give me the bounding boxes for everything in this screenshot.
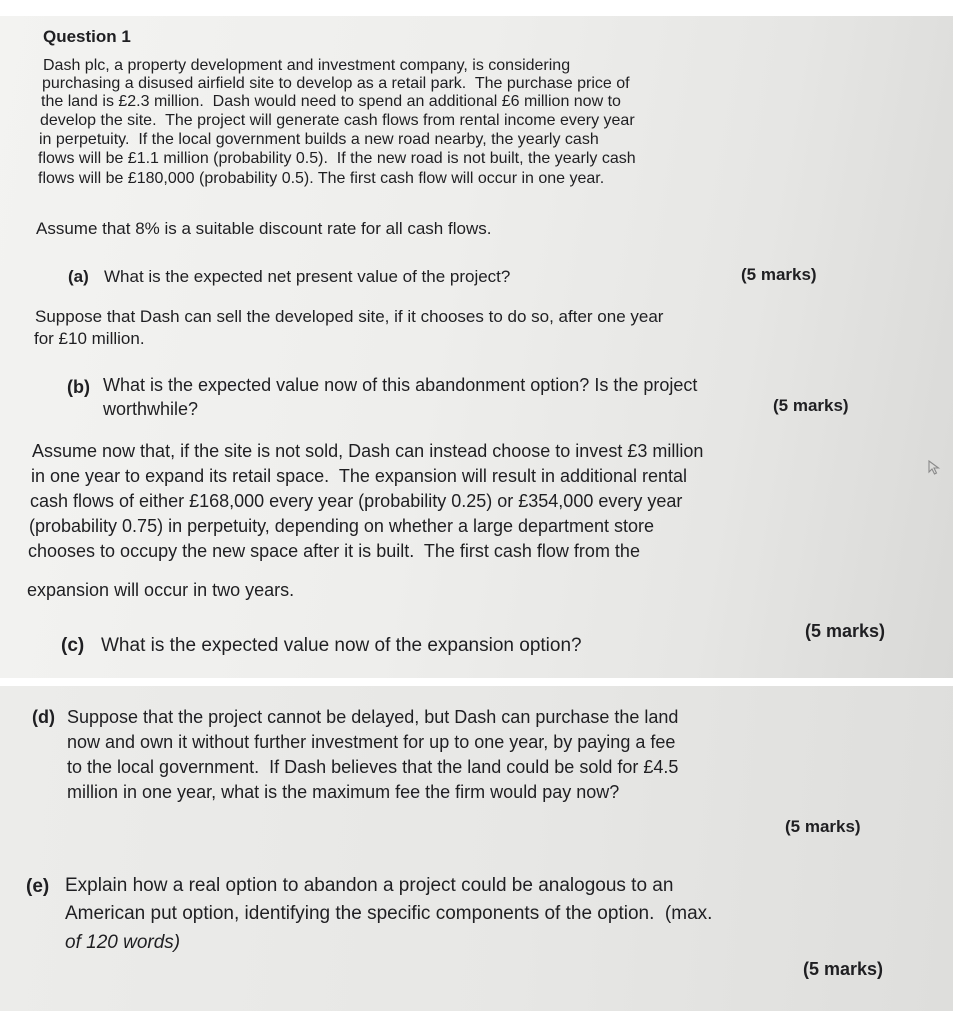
expansion-line: expansion will occur in two years. <box>27 580 295 600</box>
part-d-line: now and own it without further investment for up to one year, by paying a fee <box>67 732 676 752</box>
expansion-line: Assume now that, if the site is not sold, Dash can instead choose to invest £3 million <box>32 441 704 461</box>
expansion-line: in one year to expand its retail space. The expansion will result in additional rental <box>31 466 688 486</box>
intro-line: purchasing a disused airfield site to develop as a retail park. The purchase price of <box>42 75 630 92</box>
intro-line: flows will be £180,000 (probability 0.5). The first cash flow will occur in one year. <box>38 170 605 187</box>
part-b-marks: (5 marks) <box>773 396 849 415</box>
part-a-marks: (5 marks) <box>741 265 817 284</box>
part-c-text: What is the expected value now of the expansion option? <box>101 635 582 656</box>
part-d-line: million in one year, what is the maximum fee the firm would pay now? <box>67 782 620 802</box>
part-c-marks: (5 marks) <box>805 621 886 641</box>
part-d-line: Suppose that the project cannot be delayed, but Dash can purchase the land <box>67 707 679 727</box>
expansion-line: chooses to occupy the new space after it is built. The first cash flow from the <box>28 541 640 561</box>
discount-rate-text: Assume that 8% is a suitable discount rate for all cash flows. <box>36 219 492 238</box>
mouse-pointer-icon <box>928 460 942 476</box>
part-c-label: (c) <box>61 635 85 656</box>
intro-line: in perpetuity. If the local government builds a new road nearby, the yearly cash <box>39 131 599 148</box>
expansion-line: cash flows of either £168,000 every year (probability 0.25) or £354,000 every year <box>30 491 683 511</box>
part-e-text-line1: Explain how a real option to abandon a project could be analogous to an <box>65 875 674 896</box>
part-e-text-line3: of 120 words) <box>65 932 181 953</box>
part-d-marks: (5 marks) <box>785 817 861 836</box>
part-a-label: (a) <box>68 267 89 286</box>
part-e-text-line2: American put option, identifying the specific components of the option. (max. <box>65 903 713 924</box>
part-b-label: (b) <box>67 377 90 397</box>
part-d-line: to the local government. If Dash believes that the land could be sold for £4.5 <box>67 757 679 777</box>
part-e-label: (e) <box>26 876 50 897</box>
question-heading: Question 1 <box>43 27 131 46</box>
part-b-text-line1: What is the expected value now of this abandonment option? Is the project <box>103 375 698 395</box>
question-photo-bottom <box>0 686 953 1011</box>
intro-line: Dash plc, a property development and investment company, is considering <box>43 57 571 74</box>
question-photo-top <box>0 16 953 678</box>
part-e-marks: (5 marks) <box>803 959 884 979</box>
part-b-text-line2: worthwhile? <box>103 399 199 419</box>
intro-line: develop the site. The project will generate cash flows from rental income every year <box>40 112 635 129</box>
intro-line: the land is £2.3 million. Dash would need to spend an additional £6 million now to <box>41 93 621 110</box>
sell-option-line: for £10 million. <box>34 329 145 348</box>
sell-option-line: Suppose that Dash can sell the developed site, if it chooses to do so, after one year <box>35 307 664 326</box>
expansion-line: (probability 0.75) in perpetuity, depending on whether a large department store <box>29 516 655 536</box>
intro-line: flows will be £1.1 million (probability 0.5). If the new road is not built, the yearly cash <box>38 150 636 167</box>
part-a-text: What is the expected net present value of the project? <box>104 267 511 286</box>
part-d-label: (d) <box>32 707 55 727</box>
